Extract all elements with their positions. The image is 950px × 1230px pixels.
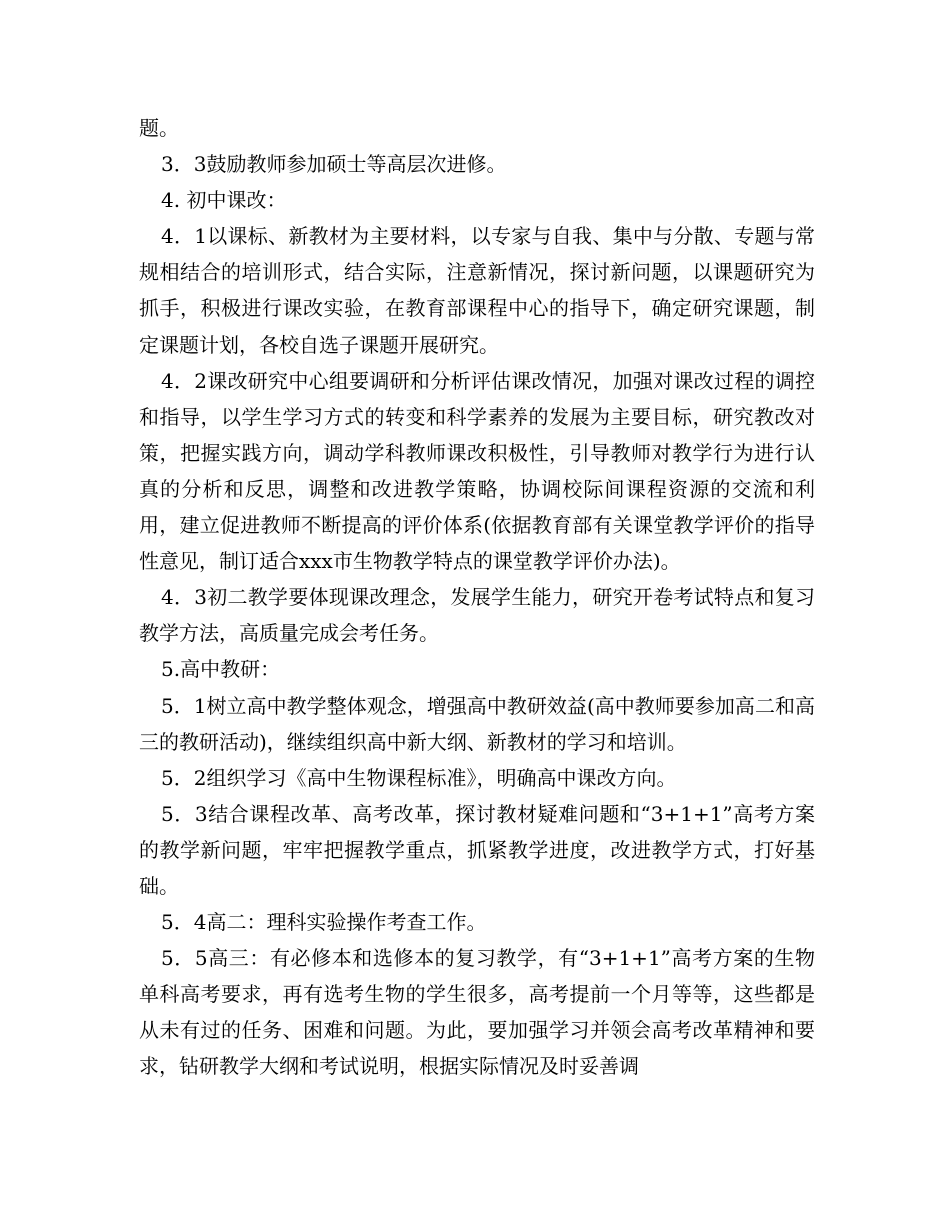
paragraph-5-2: 5．2组织学习《高中生物课程标准》，明确高中课改方向。 xyxy=(161,765,677,790)
paragraph-5-5: 5．5高三：有必修本和选修本的复习教学，有“3+1+1”高考方案的生物单科高考要求，再有选考生物的学生很多，高考提前一个月等等，这些都是从未有过的任务、困难和问题。为此，要加强学习并领会高考改革精神和要求，钻研教学大纲和考试说明，根据实际情况及时妥善调 xyxy=(139,946,815,1079)
heading-5-senior-research: 5.高中教研： xyxy=(161,657,281,682)
paragraph-5-1: 5．1树立高中教学整体观念，增强高中教研效益(高中教师要参加高二和高三的教研活动)，继续组织高中新大纲、新教材的学习和培训。 xyxy=(139,693,815,754)
heading-4-junior-curriculum: 4. 初中课改： xyxy=(161,188,287,213)
paragraph-4-2: 4．2课改研究中心组要调研和分析评估课改情况，加强对课改过程的调控和指导，以学生学习方式的转变和科学素养的发展为主要目标，研究教改对策，把握实践方向，调动学科教师课改积极性，引导教师对教学行为进行认真的分析和反思，调整和改进教学策略，协调校际间课程资源的交流和利用，建立促进教师不断提高的评价体系(依据教育部有关课堂教学评价的指导性意见，制订适合xxx市生物教学特点的课堂教学评价办法)。 xyxy=(139,368,815,574)
paragraph-5-4: 5．4高二：理科实验操作考查工作。 xyxy=(161,910,487,935)
paragraph-5-3: 5．3结合课程改革、高考改革，探讨教材疑难问题和“3+1+1”高考方案的教学新问题，牢牢把握教学重点，抓紧教学进度，改进教学方式，打好基础。 xyxy=(139,801,815,898)
document-body xyxy=(139,110,815,1085)
paragraph-continuation: 题。 xyxy=(139,116,179,140)
paragraph-3-3: 3．3鼓励教师参加硕士等高层次进修。 xyxy=(161,152,507,177)
paragraph-4-1: 4．1以课标、新教材为主要材料，以专家与自我、集中与分散、专题与常规相结合的培训形式，结合实际，注意新情况，探讨新问题，以课题研究为抓手，积极进行课改实验，在教育部课程中心的指导下，确定研究课题，制定课题计划，各校自选子课题开展研究。 xyxy=(139,224,815,357)
paragraph-4-3: 4．3初二教学要体现课改理念，发展学生能力，研究开卷考试特点和复习教学方法，高质量完成会考任务。 xyxy=(139,585,815,646)
